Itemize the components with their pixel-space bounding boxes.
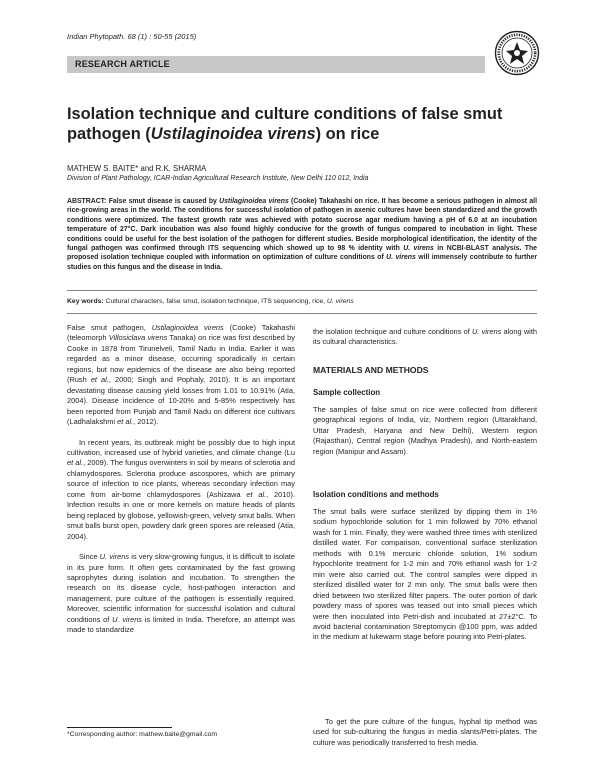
abstract [67,197,537,272]
divider [67,290,537,291]
divider [67,313,537,314]
abstract-em: U. virens [386,254,416,262]
abstract-text: in NCBI-BLAST analysis. The proposed isolation technique coupled with information on optimization of culture conditions of [67,245,538,262]
authors: MATHEW S. BAITE* and R.K. SHARMA [67,164,207,173]
article-title [67,104,537,144]
sample-collection-text: The samples of false smut on rice were collected from different geographical regions of India, viz, Northern region (Uttarakhand, Uttar Pradesh, Haryana and New Delhi), Western region (Rajasthan), Central region (Madhya Pradesh), and North-eastern region (Manipur and Assam). [313,405,537,456]
keywords-label: Key words: [67,298,104,305]
left-column [67,323,295,636]
isolation-text: The smut balls were surface sterilized by dipping them in 1% sodium hypochloride solution for 1 min followed by 70% ethanol wash for 1 min. Finally, they were washed three times with sterilized distilled water. For comparison, conventional surface sterilization methods with 0.1% mercuric chloride solution, 1% sodium hypochlorite treatment for 1-2 min and 70% ethanol wash for 1-2 min were also carried out. The control samples were dipped in sterilized distilled water for 2 min only. The smut balls were then dried between two sterilized filter papers. The outer portion of dark powdery mass of spores was teased out into small pieces which were then inoculated into Petri-dish and incubated at 27±2°C. To avoid bacterial contamination Streptomycin @100 ppm, was added in the medium at lukewarm stage before pouring into Petri-plates. [313,507,537,642]
title-line-2-post: ) on rice [315,125,380,143]
right-column-continuation [313,327,537,348]
abstract-text: (Cooke) Takahashi on rice. It has become a serious pathogen in almost all rice-growing areas in the world. The conditions for successful isolation of pathogen in axenic cultures have been standardized and the growth conditions were optimized. The fastest growth rate was achieved with potato sucrose agar medium having a pH of 6.0 at an incubation temperature of 27°C. Dark incubation was also found highly conducive for the growth of fungus compared to incubation in light. These conditions could be useful for the best isolation of the pathogen for different studies. Beside morphological identification, the identity of the fungal pathogen was confirmed through ITS sequencing which showed up to 98 % identity with [67,198,537,253]
body-paragraph: the isolation technique and culture conditions of U. virens along with its cultural characteristics. [313,327,537,347]
heading-sample-collection: Sample collection [313,388,381,397]
affiliation: Division of Plant Pathology, ICAR-Indian Agricultural Research Institute, New Delhi 110 012, India [67,175,369,182]
pure-culture-text: To get the pure culture of the fungus, hyphal tip method was used for sub-culturing the fungus in media slants/Petri-plates. The culture was periodically transferred to fresh media. [313,717,537,747]
keywords-text: Cultural characters, false smut, isolation technique, ITS sequencing, rice, [103,298,327,305]
body-paragraph: False smut pathogen, Ustilaginoidea virens (Cooke) Takahashi (teleomorph Villosiclava virens Tanaka) on rice was first described by Cooke in 1878 from Tirunelveli, Tamil Nadu in India. Earlier it was regarded as a minor disease, occurring sporadically in certain regions, but now epidemics of the disease are also being reported (Rush et al., 2000; Singh and Pophaly, 2010). It is an important devastating disease causing yield losses from 1.01 to 10.91% (Atia, 2004). Disease incidence of 10-20% and 5-85% respectively has been reported from Punjab and Tamil Nadu on different rice cultivars (Ladhalakshmi et al., 2012). [67,323,295,427]
abstract-text: will immensely contribute to further studies on this fungus and the disease in India. [67,254,537,271]
title-line-2-pre: pathogen ( [67,125,151,143]
abstract-text: False smut disease is caused by [106,198,220,205]
title-line-1: Isolation technique and culture conditions of false smut [67,105,503,123]
body-paragraph: In recent years, its outbreak might be possibly due to high input cultivation, increased use of hybrid varieties, and climate change (Lu et al., 2009). The fungus overwinters in soil by means of sclerotia and chlamydospores. Sclerotia produce ascospores, which are primary source of infection to rice plants, whereas secondary infection may come from air-borne chlamydospores (Ashizawa et al., 2010). Infection results in one or more kernels on mature heads of plants being replaced by globose, yellowish-green, velvety smut balls. When smut balls burst open, powdery dark green spores are released (Atia, 2004). [67,437,295,541]
heading-isolation: Isolation conditions and methods [313,490,439,499]
corresponding-author-footnote: *Corresponding author: mathew.baite@gmail.com [67,731,218,738]
society-seal-icon [494,30,540,76]
keywords [67,298,537,305]
abstract-em: Ustilaginoidea virens [219,198,289,205]
body-paragraph: Since U. virens is very slow-growing fungus, it is difficult to isolate in its pure form. It often gets contaminated by the fast growing saprophytes during isolation and incubation. To strengthen the research on its disease cycle, host-pathogen interaction and management, pure culture of the pathogen is essentially required. Moreover, scientific information for successful isolation and cultural conditions of U. virens is limited in India. Therefore, an attempt was made to standardize [67,552,295,635]
section-label: RESEARCH ARTICLE [75,59,170,69]
journal-citation: Indian Phytopath. 68 (1) : 50-55 (2015) [67,32,197,41]
heading-materials-methods: MATERIALS AND METHODS [313,365,429,375]
footnote-rule [67,727,172,728]
title-species: Ustilaginoidea virens [150,125,316,143]
abstract-label: ABSTRACT: [67,198,107,205]
abstract-em: U. virens [403,245,434,253]
keywords-em: U. virens [326,298,354,305]
